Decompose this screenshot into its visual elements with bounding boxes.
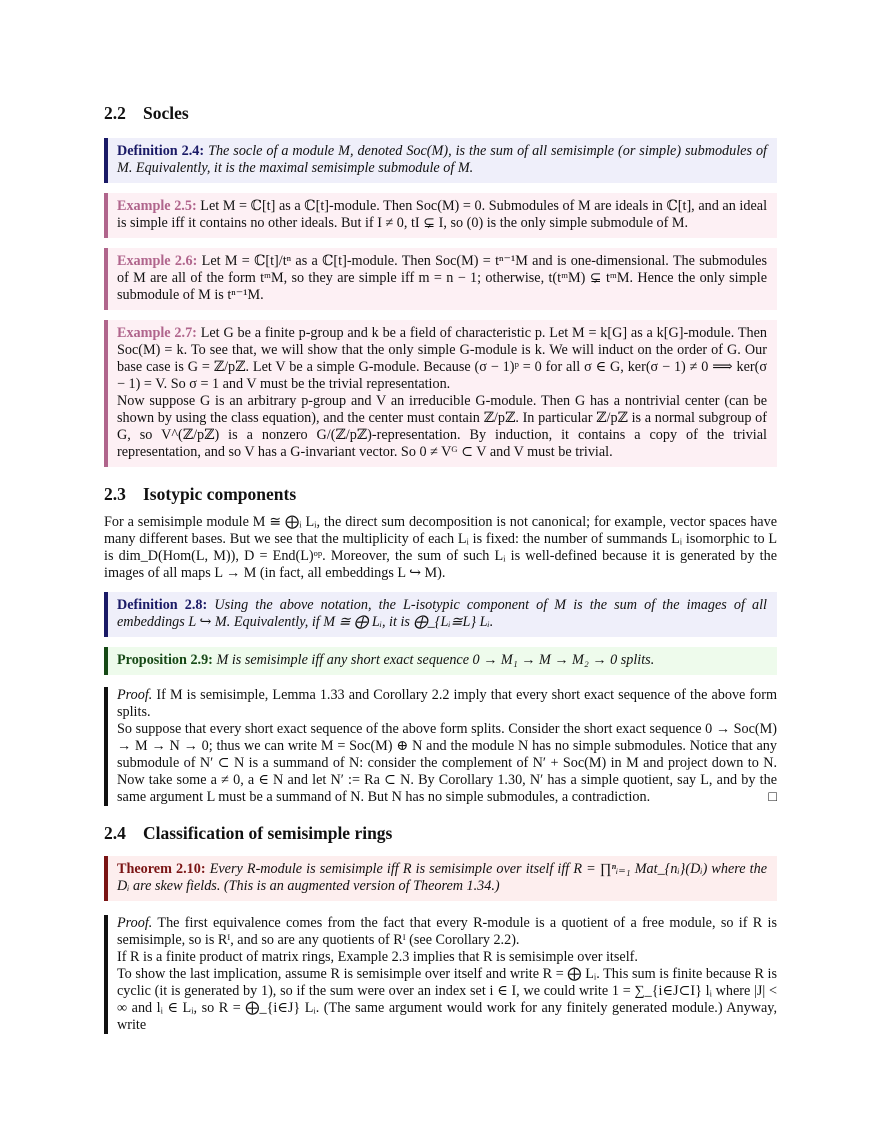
example-label: Example 2.7: (117, 325, 197, 341)
proof-theorem-2-10 (104, 915, 777, 1034)
section-heading-2-3 (104, 483, 777, 505)
proof-paragraph-1 (117, 915, 777, 949)
section-title: Isotypic components (143, 484, 297, 504)
definition-text: The socle of a module M, denoted Soc(M), is the sum of all semisimple (or simple) submodules of M. Equivalently, it is the maximal semisimple submodule of M. (117, 143, 767, 176)
proposition-2-9 (104, 647, 777, 675)
example-text: Let M = ℂ[t]/tⁿ as a ℂ[t]-module. Then Soc(M) = tⁿ⁻¹M and is one-dimensional. The submodules of M are all of the form tᵐM, so they are simple iff m = n − 1; otherwise, t(tᵐM) ⊊ tᵐM. Hence the only simple submodule of M is tⁿ⁻¹M. (117, 253, 767, 303)
definition-label: Definition 2.4: (117, 143, 205, 159)
definition-2-8 (104, 592, 777, 637)
proof-text-1: If M is semisimple, Lemma 1.33 and Corollary 2.2 imply that every short exact sequence of the above form splits. (117, 687, 777, 720)
example-2-7 (104, 320, 777, 467)
example-text-2: Now suppose G is an arbitrary p-group and V an irreducible G-module. Then G has a nontrivial center (can be shown by using the class equation), and the center must contain ℤ/pℤ. In particular ℤ/pℤ is a normal subgroup of G, so V^(ℤ/pℤ) is a nonzero G/(ℤ/pℤ)-representation. By induction, it contains a copy of the trivial representation, and so V has a G-invariant vector. So 0 ≠ Vᴳ ⊂ V and V must be trivial. (117, 393, 767, 460)
section-number: 2.3 (104, 484, 126, 504)
definition-text: Using the above notation, the L-isotypic component of M is the sum of the images of all embeddings L ↪ M. Equivalently, if M ≅ ⨁ Lᵢ, it is ⨁_{Lᵢ≅L} Lᵢ. (117, 597, 768, 630)
proof-paragraph-2 (117, 721, 777, 806)
section-heading-2-4 (104, 822, 777, 844)
proof-label: Proof. (117, 915, 153, 931)
proposition-text: M is semisimple iff any short exact sequence 0 → M₁ → M → M₂ → 0 splits. (216, 652, 655, 668)
section-number: 2.2 (104, 103, 126, 123)
proposition-label: Proposition 2.9: (117, 652, 213, 668)
qed-symbol: □ (768, 789, 777, 805)
proof-text-2: If R is a finite product of matrix rings, Example 2.3 implies that R is semisimple over itself. (117, 949, 638, 965)
example-paragraph-1 (117, 325, 767, 393)
example-2-6 (104, 248, 777, 310)
proof-paragraph-1 (117, 687, 777, 721)
example-label: Example 2.5: (117, 198, 197, 214)
definition-2-4 (104, 138, 777, 183)
proof-text-2: So suppose that every short exact sequence of the above form splits. Consider the short exact sequence 0 → Soc(M) → M → N → 0; thus we can write M = Soc(M) ⊕ N and the module N has no simple submodules. Notice that any submodule of N′ ⊂ N is a summand of N: consider the complement of N′ + Soc(M) in M and project down to N. Now take some a ≠ 0, a ∈ N and let N′ := Ra ⊂ N. By Corollary 1.30, N′ has a simple quotient, say L, and by the same argument L must be a summand of N. But N has no simple submodules, a contradiction. (117, 721, 777, 805)
proof-text-3: To show the last implication, assume R is semisimple over itself and write R = ⨁ Lᵢ. This sum is finite because R is cyclic (it is generated by 1), so if the sum were over an index set i ∈ I, we could write 1 = ∑_{i∈J⊂I} lᵢ where |J| < ∞ and lᵢ ∈ Lᵢ, so R = ⨁_{i∈J} Lᵢ. (The same argument would work for any finitely generated module.) Anyway, write (117, 966, 777, 1033)
section-number: 2.4 (104, 823, 126, 843)
section-title: Socles (143, 103, 189, 123)
theorem-2-10 (104, 856, 777, 901)
theorem-text: Every R-module is semisimple iff R is semisimple over itself iff R = ∏ⁿᵢ₌₁ Mat_{nᵢ}(Dᵢ) where the Dᵢ are skew fields. (This is an augmented version of Theorem 1.34.) (117, 861, 768, 894)
proof-proposition-2-9 (104, 687, 777, 806)
isotypic-intro-paragraph: For a semisimple module M ≅ ⨁ᵢ Lᵢ, the direct sum decomposition is not canonical; for example, vector spaces have many different bases. But we see that the multiplicity of each Lᵢ is fixed: the number of summands Lᵢ isomorphic to L is dim_D(Hom(L, M)), D = End(L)ᵒᵖ. Moreover, the sum of such Lᵢ is well-defined because it is generated by the images of all maps L → M (in fact, all embeddings L ↪ M). (104, 514, 777, 581)
example-text-1: Let G be a finite p-group and k be a field of characteristic p. Let M = k[G] as a k[G]-module. Then Soc(M) = k. To see that, we will show that the only simple G-module is k. We will induct on the order of G. Our base case is G = ℤ/pℤ. Let V be a simple G-module. Because (σ − 1)ᵖ = 0 for all σ ∈ G, ker(σ − 1) ≠ 0 ⟹ ker(σ − 1) = V. So σ = 1 and V must be the trivial representation. (117, 325, 767, 392)
theorem-label: Theorem 2.10: (117, 861, 206, 877)
section-heading-2-2 (104, 102, 777, 124)
example-2-5 (104, 193, 777, 238)
proof-label: Proof. (117, 687, 153, 703)
proof-text-1: The first equivalence comes from the fact that every R-module is a quotient of a free module, so if R is semisimple, so is Rᴵ, and so are any quotients of Rᴵ (see Corollary 2.2). (117, 915, 777, 948)
example-label: Example 2.6: (117, 253, 198, 269)
section-title: Classification of semisimple rings (143, 823, 393, 843)
content (104, 96, 777, 1034)
definition-label: Definition 2.8: (117, 597, 208, 613)
example-text: Let M = ℂ[t] as a ℂ[t]-module. Then Soc(M) = 0. Submodules of M are ideals in ℂ[t], and an ideal is simple iff it contains no other ideals. But if I ≠ 0, tI ⊊ I, so (0) is the only simple submodule of M. (117, 198, 768, 231)
